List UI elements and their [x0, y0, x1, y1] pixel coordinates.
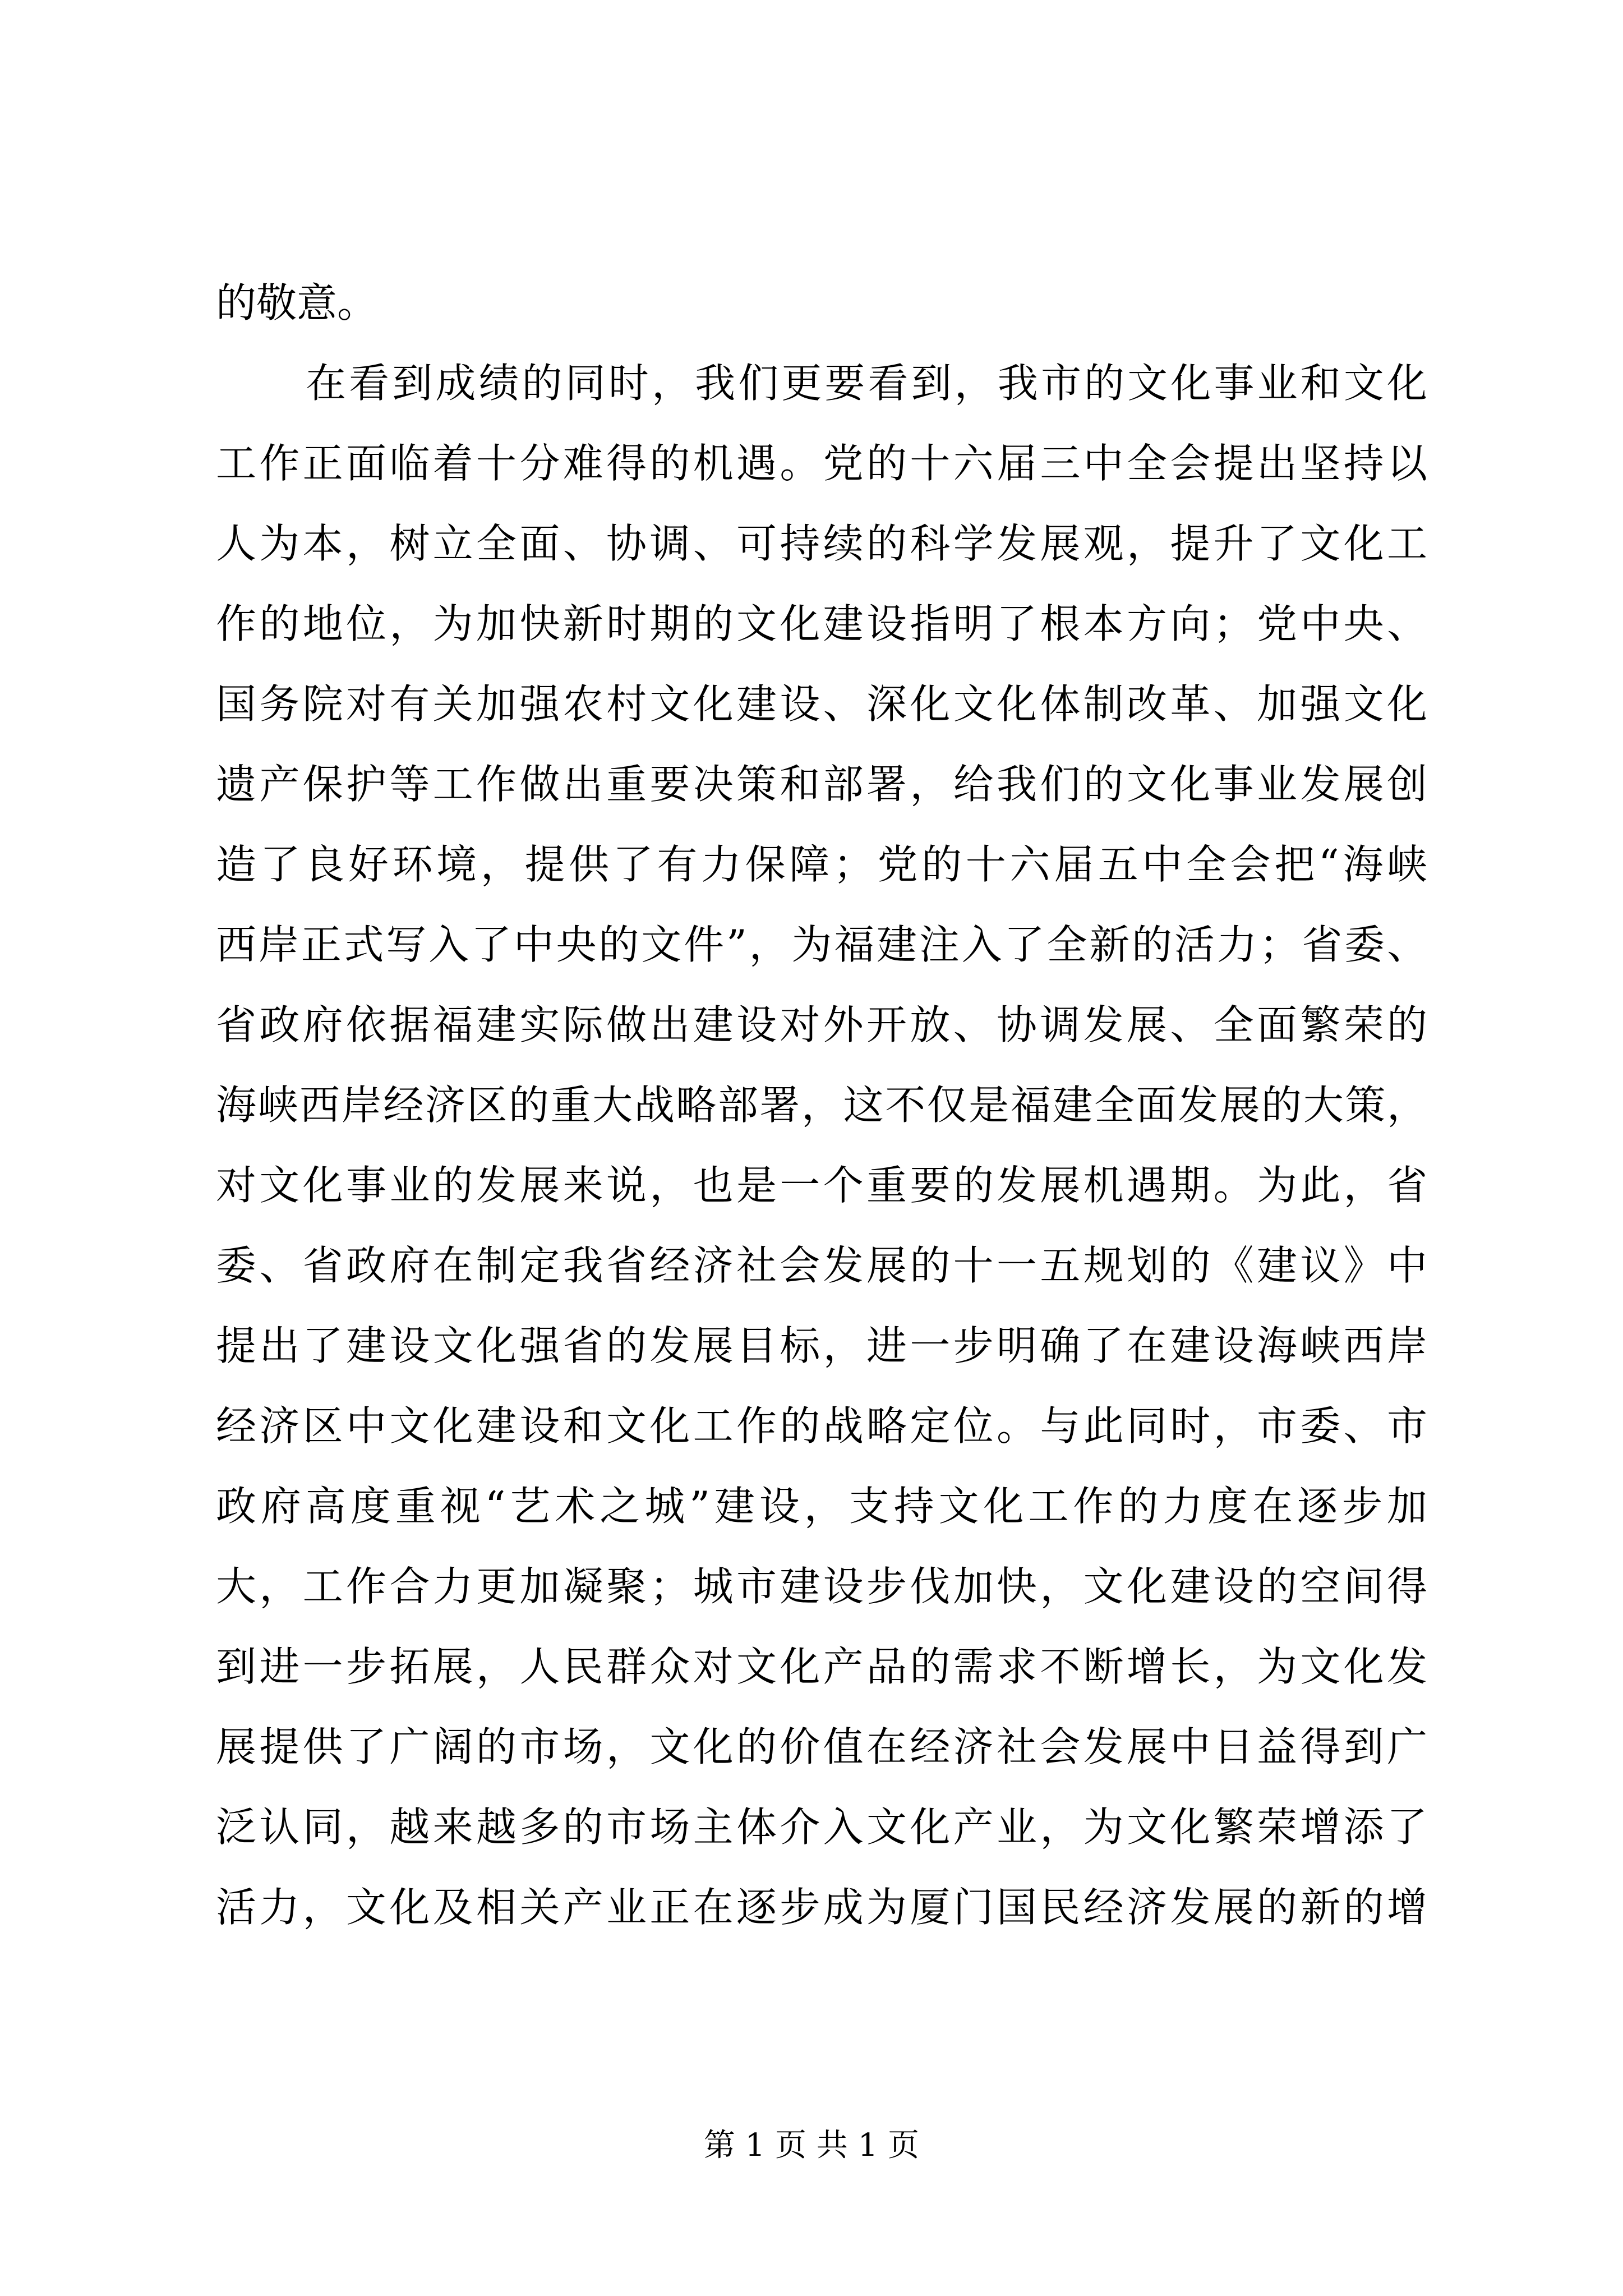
text-line: 人为本，树立全面、协调、可持续的科学发展观，提升了文化工: [216, 520, 1427, 567]
text-line: 泛认同，越来越多的市场主体介入文化产业，为文化繁荣增添了: [216, 1803, 1427, 1851]
page-number-footer: 第 1 页 共 1 页: [703, 2127, 920, 2164]
text-line: 政府高度重视“艺术之城”建设，支持文化工作的力度在逐步加: [216, 1483, 1427, 1530]
text-line: 国务院对有关加强农村文化建设、深化文化体制改革、加强文化: [216, 680, 1427, 728]
text-line: 对文化事业的发展来说，也是一个重要的发展机遇期。为此，省: [216, 1162, 1427, 1209]
text-line: 的敬意。: [216, 279, 378, 326]
document-body: [216, 263, 1427, 1948]
text-line: 西岸正式写入了中央的文件”，为福建注入了全新的活力；省委、: [216, 921, 1427, 968]
text-line: 到进一步拓展，人民群众对文化产品的需求不断增长，为文化发: [216, 1643, 1427, 1690]
text-line: 造了良好环境，提供了有力保障；党的十六届五中全会把“海峡: [216, 841, 1427, 888]
text-line: 经济区中文化建设和文化工作的战略定位。与此同时，市委、市: [216, 1402, 1427, 1450]
text-line: 大，工作合力更加凝聚；城市建设步伐加快，文化建设的空间得: [216, 1563, 1427, 1610]
text-line: 作的地位，为加快新时期的文化建设指明了根本方向；党中央、: [216, 600, 1427, 647]
text-line: 省政府依据福建实际做出建设对外开放、协调发展、全面繁荣的: [216, 1001, 1427, 1048]
text-line: 提出了建设文化强省的发展目标，进一步明确了在建设海峡西岸: [216, 1322, 1427, 1369]
text-line: 海峡西岸经济区的重大战略部署，这不仅是福建全面发展的大策，: [216, 1082, 1427, 1129]
text-line: 活力，文化及相关产业正在逐步成为厦门国民经济发展的新的增: [216, 1884, 1427, 1931]
text-line: 委、省政府在制定我省经济社会发展的十一五规划的《建议》中: [216, 1242, 1427, 1289]
text-line: 展提供了广阔的市场，文化的价值在经济社会发展中日益得到广: [216, 1723, 1427, 1770]
text-line: 遗产保护等工作做出重要决策和部署，给我们的文化事业发展创: [216, 761, 1427, 808]
text-line: 在看到成绩的同时，我们更要看到，我市的文化事业和文化: [306, 360, 1427, 407]
text-line: 工作正面临着十分难得的机遇。党的十六届三中全会提出坚持以: [216, 440, 1427, 487]
